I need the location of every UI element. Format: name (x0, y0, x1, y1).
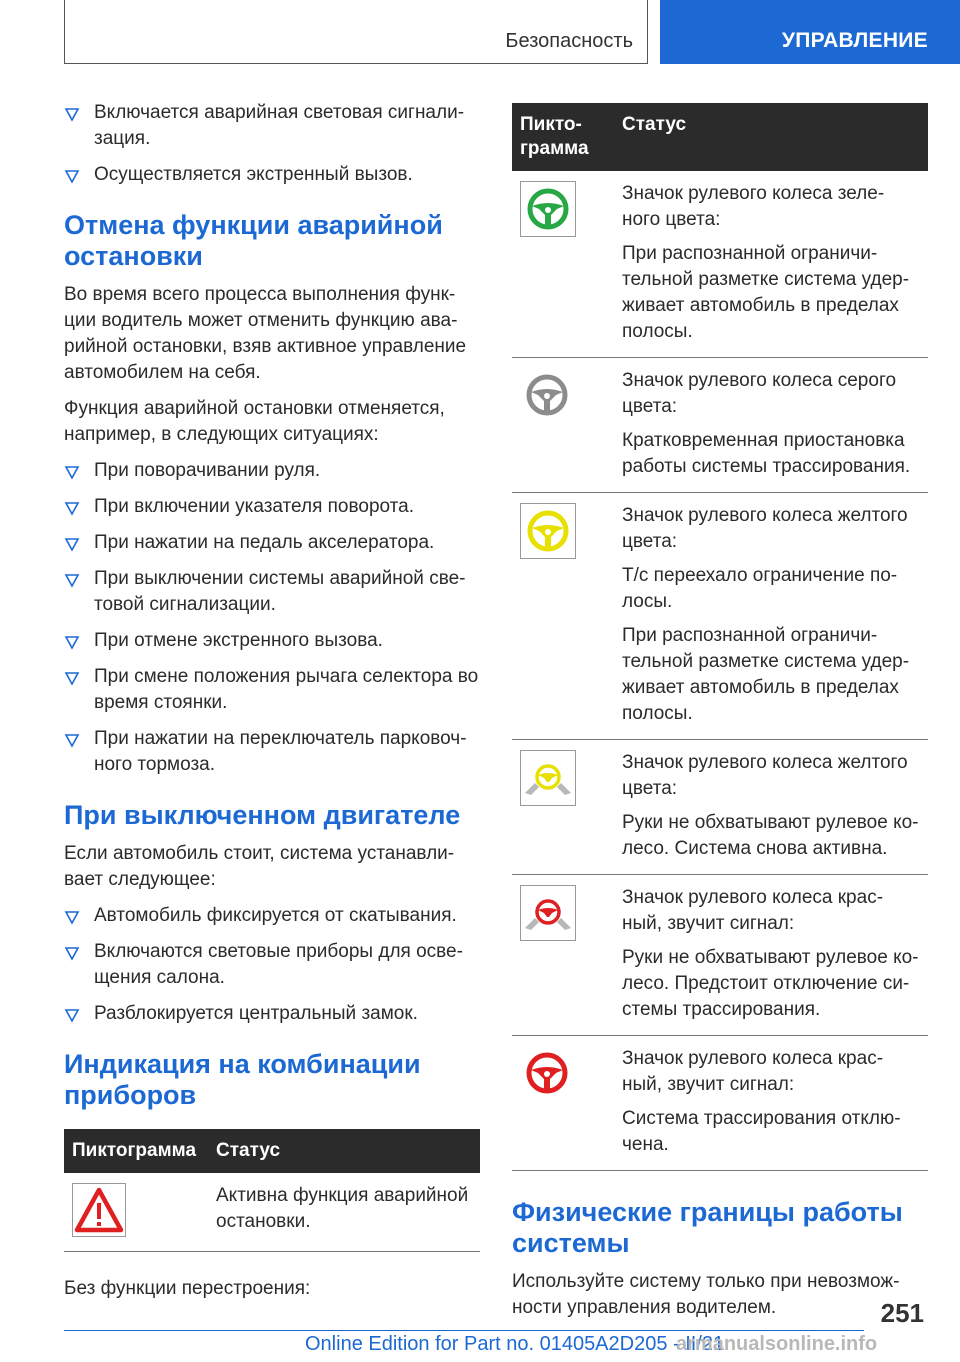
steering-wheel-gray-icon (520, 368, 576, 424)
heading-engine-off: При выключенном двигателе (64, 800, 461, 830)
column-header-pictogram: Пиктограмма (64, 1129, 208, 1173)
paragraph: Без функции перестроения: (64, 1278, 311, 1299)
table-row (512, 740, 928, 875)
heading-instrument-display: Индикация на комбинации приборов (64, 1049, 421, 1110)
status-text: Т/с переехало ограничение по-лосы. (622, 565, 898, 612)
status-text: Руки не обхватывают рулевое ко-лесо. Система снова активна. (622, 812, 919, 859)
table-row (512, 358, 928, 493)
table-row (512, 493, 928, 740)
status-title: Значок рулевого колеса серого цвета: (622, 370, 897, 417)
status-text: Руки не обхватывают рулевое ко-лесо. Предстоит отключение си-стемы трассирования. (622, 947, 919, 1020)
triangle-bullet-icon (64, 458, 80, 484)
header-chapter-title: УПРАВЛЕНИЕ (781, 29, 928, 52)
list-item: Включается аварийная световая сигнали-зация. (64, 100, 480, 152)
column-header-pictogram: Пикто-грамма (512, 103, 614, 171)
triangle-bullet-icon (64, 100, 80, 126)
triangle-bullet-icon (64, 628, 80, 654)
indicator-table-left (64, 1129, 480, 1252)
page-number: 251 (880, 1298, 924, 1328)
steering-wheel-red-icon (520, 1046, 576, 1102)
triangle-bullet-icon (64, 664, 80, 690)
triangle-bullet-icon (64, 726, 80, 752)
status-text: Система трассирования отклю-чена. (622, 1108, 901, 1155)
table-row (512, 875, 928, 1036)
table-header-row (64, 1129, 480, 1173)
triangle-bullet-icon (64, 903, 80, 929)
status-title: Значок рулевого колеса крас-ный, звучит сигнал: (622, 887, 884, 934)
list-item: При отмене экстренного вызова. (64, 628, 480, 654)
footer-edition: Online Edition for Part no. 01405A2D205 - II/21 (305, 1333, 725, 1355)
indicator-table-right (512, 103, 928, 1171)
status-text: Активна функция аварийной остановки. (216, 1185, 469, 1232)
heading-cancel-emergency-stop: Отмена функции аварийной остановки (64, 210, 443, 271)
list-item: Автомобиль фиксируется от скатывания. (64, 903, 480, 929)
bullet-list-cancel (64, 458, 480, 778)
triangle-bullet-icon (64, 939, 80, 965)
heading-physical-limits: Физические границы работы системы (512, 1197, 903, 1258)
list-item: Осуществляется экстренный вызов. (64, 162, 480, 188)
triangle-bullet-icon (64, 162, 80, 188)
table-row (64, 1173, 480, 1252)
bullet-list-top (64, 100, 480, 188)
table-row (512, 171, 928, 358)
right-column (512, 103, 928, 1321)
status-text: При распознанной ограничи-тельной разметке система удер-живает автомобиль в пределах полосы. (622, 243, 910, 342)
triangle-bullet-icon (64, 494, 80, 520)
table-header-row (512, 103, 928, 171)
triangle-bullet-icon (64, 530, 80, 556)
paragraph: Используйте систему только при невозмож-ности управления водителем. (512, 1271, 900, 1318)
paragraph: Функция аварийной остановки отменяется, например, в следующих ситуациях: (64, 398, 445, 445)
status-title: Значок рулевого колеса зеле-ного цвета: (622, 183, 885, 230)
triangle-bullet-icon (64, 1001, 80, 1027)
warning-triangle-icon (72, 1183, 126, 1237)
list-item: При включении указателя поворота. (64, 494, 480, 520)
status-title: Значок рулевого колеса крас-ный, звучит сигнал: (622, 1048, 884, 1095)
list-item: Разблокируется центральный замок. (64, 1001, 480, 1027)
status-text: Кратковременная приостановка работы системы трассирования. (622, 430, 911, 477)
watermark: armanualsonline.info (676, 1333, 878, 1355)
footer-divider (64, 1330, 864, 1331)
column-header-status: Статус (614, 103, 928, 171)
header-chapter-tab (660, 0, 960, 64)
status-title: Значок рулевого колеса желтого цвета: (622, 752, 908, 799)
list-item: При нажатии на педаль акселератора. (64, 530, 480, 556)
bullet-list-engine-off (64, 903, 480, 1027)
steering-wheel-hands-red-icon (520, 885, 576, 941)
list-item: При нажатии на переключатель парковоч-ного тормоза. (64, 726, 480, 778)
list-item: При поворачивании руля. (64, 458, 480, 484)
paragraph: Во время всего процесса выполнения функ-ции водитель может отменить функцию ава-рийной остановки, взяв активное управление автомобилем на себя. (64, 284, 467, 383)
column-header-status: Статус (208, 1129, 480, 1173)
status-title: Значок рулевого колеса желтого цвета: (622, 505, 908, 552)
table-row (512, 1036, 928, 1171)
list-item: При выключении системы аварийной све-товой сигнализации. (64, 566, 480, 618)
steering-wheel-green-icon (520, 181, 576, 237)
status-text: При распознанной ограничи-тельной разметке система удер-живает автомобиль в пределах полосы. (622, 625, 910, 724)
triangle-bullet-icon (64, 566, 80, 592)
left-column (64, 100, 480, 1302)
steering-wheel-yellow-icon (520, 503, 576, 559)
list-item: Включаются световые приборы для осве-щения салона. (64, 939, 480, 991)
list-item: При смене положения рычага селектора во время стоянки. (64, 664, 480, 716)
paragraph: Если автомобиль стоит, система устанавли-вает следующее: (64, 843, 455, 890)
steering-wheel-hands-yellow-icon (520, 750, 576, 806)
header-section-tab (64, 0, 648, 64)
header-section-title: Безопасность (505, 30, 633, 52)
